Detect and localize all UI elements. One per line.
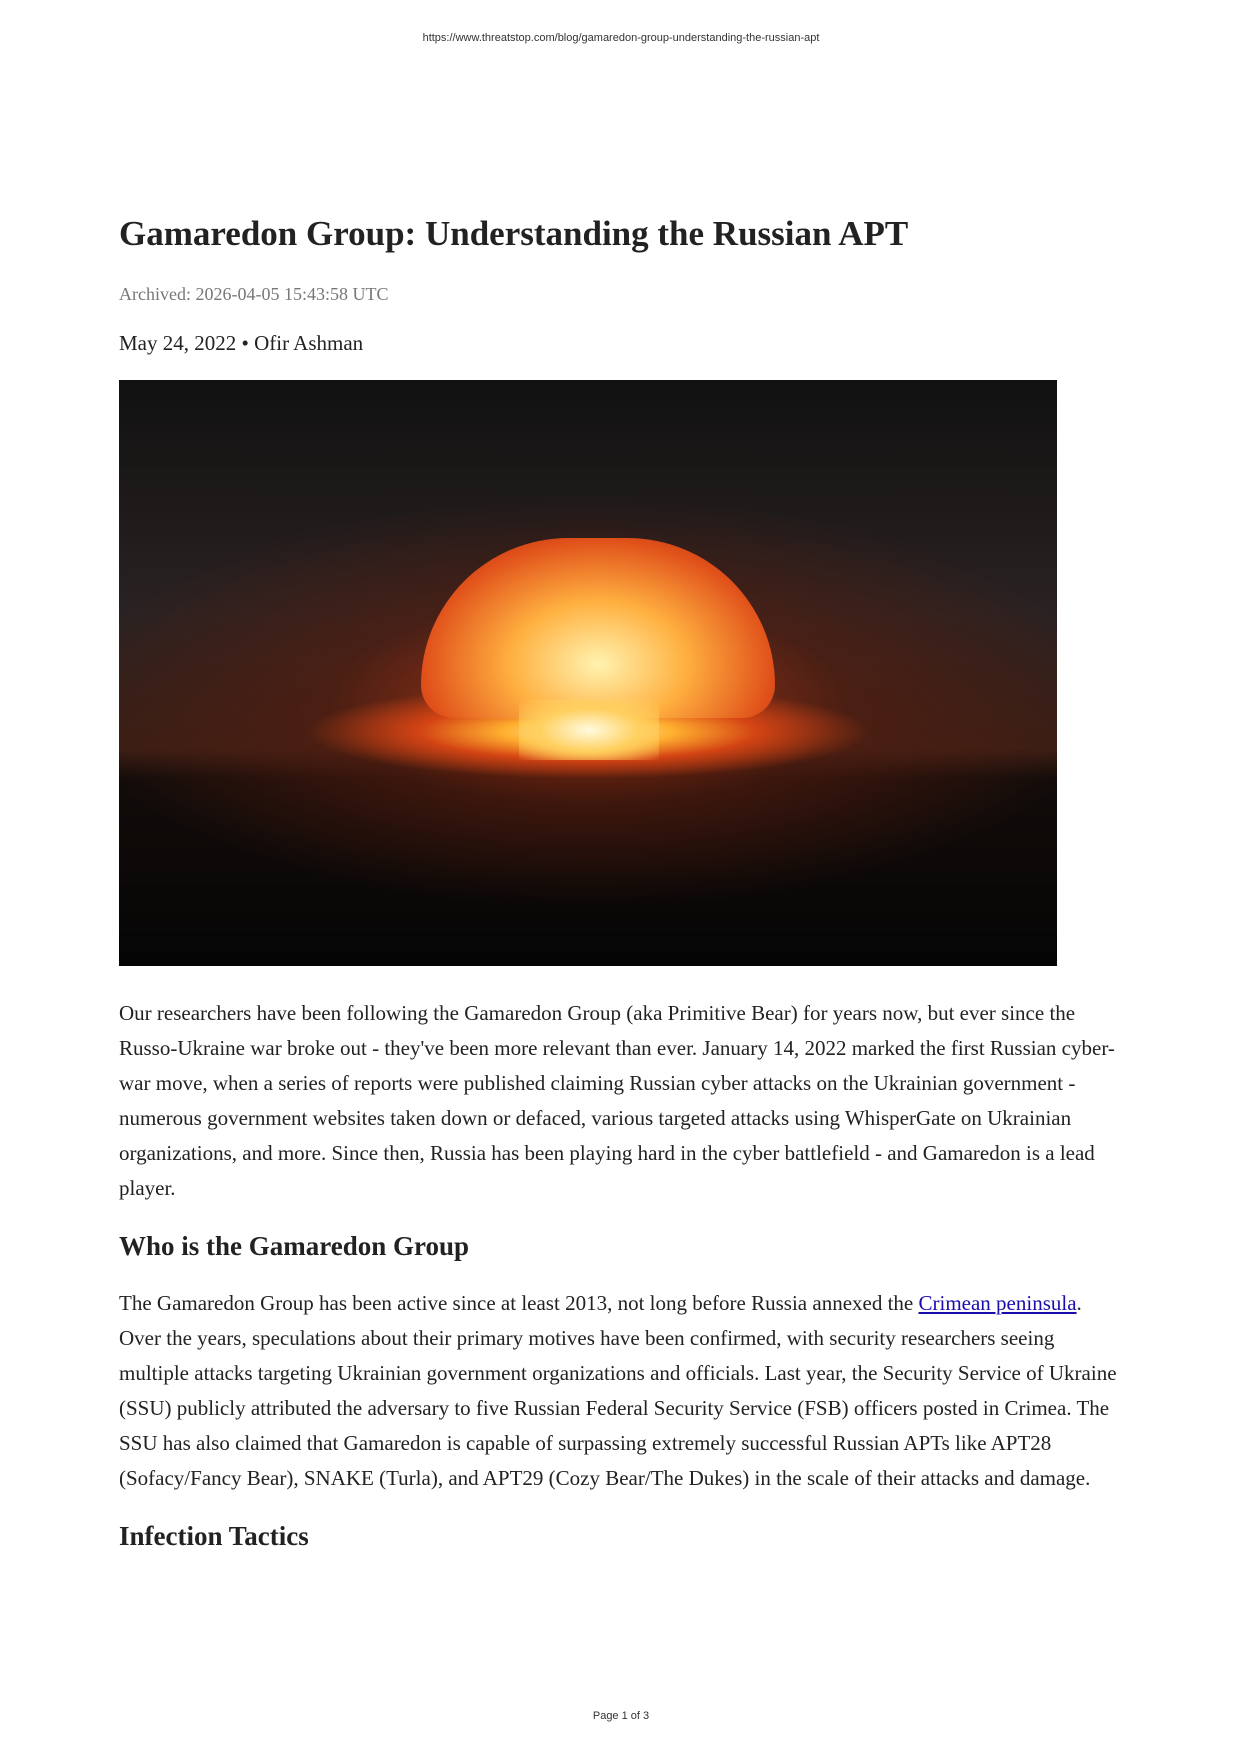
- crimean-peninsula-link[interactable]: Crimean peninsula: [918, 1291, 1077, 1315]
- page-number: Page 1 of 3: [592, 1710, 650, 1722]
- mushroom-cloud: [421, 538, 775, 718]
- article-byline: May 24, 2022 • Ofir Ashman: [119, 331, 364, 355]
- explosion-glow: [519, 700, 659, 760]
- section-heading-who: Who is the Gamaredon Group: [119, 1231, 470, 1261]
- article: [119, 212, 1129, 1576]
- archived-timestamp: Archived: 2026-04-05 15:43:58 UTC: [119, 284, 389, 304]
- section-heading-infection: Infection Tactics: [119, 1521, 309, 1551]
- article-title: Gamaredon Group: Understanding the Russian APT: [119, 214, 909, 253]
- page-url: https://www.threatstop.com/blog/gamaredon-group-understanding-the-russian-apt: [422, 32, 820, 44]
- hero-image: [119, 380, 1057, 966]
- intro-paragraph: Our researchers have been following the Gamaredon Group (aka Primitive Bear) for years now, but ever since the Russo-Ukraine war broke out - they've been more relevant than ever. January 14, 2022 marked the first Russian cyber-war move, when a series of reports were published claiming Russian cyber attacks on the Ukrainian government - numerous government websites taken down or defaced, various targeted attacks using WhisperGate on Ukrainian organizations, and more. Since then, Russia has been playing hard in the cyber battlefield - and Gamaredon is a lead player.: [119, 1001, 1115, 1200]
- who-text-1: The Gamaredon Group has been active since at least 2013, not long before Russia annexed the: [119, 1291, 919, 1315]
- who-paragraph: [119, 1286, 1129, 1496]
- who-text-2: . Over the years, speculations about their primary motives have been confirmed, with security researchers seeing multiple attacks targeting Ukrainian government organizations and officials. Last year, the Security Service of Ukraine (SSU) publicly attributed the adversary to five Russian Federal Security Service (FSB) officers posted in Crimea. The SSU has also claimed that Gamaredon is capable of surpassing extremely successful Russian APTs like APT28 (Sofacy/Fancy Bear), SNAKE (Turla), and APT29 (Cozy Bear/The Dukes) in the scale of their attacks and damage.: [119, 1291, 1117, 1490]
